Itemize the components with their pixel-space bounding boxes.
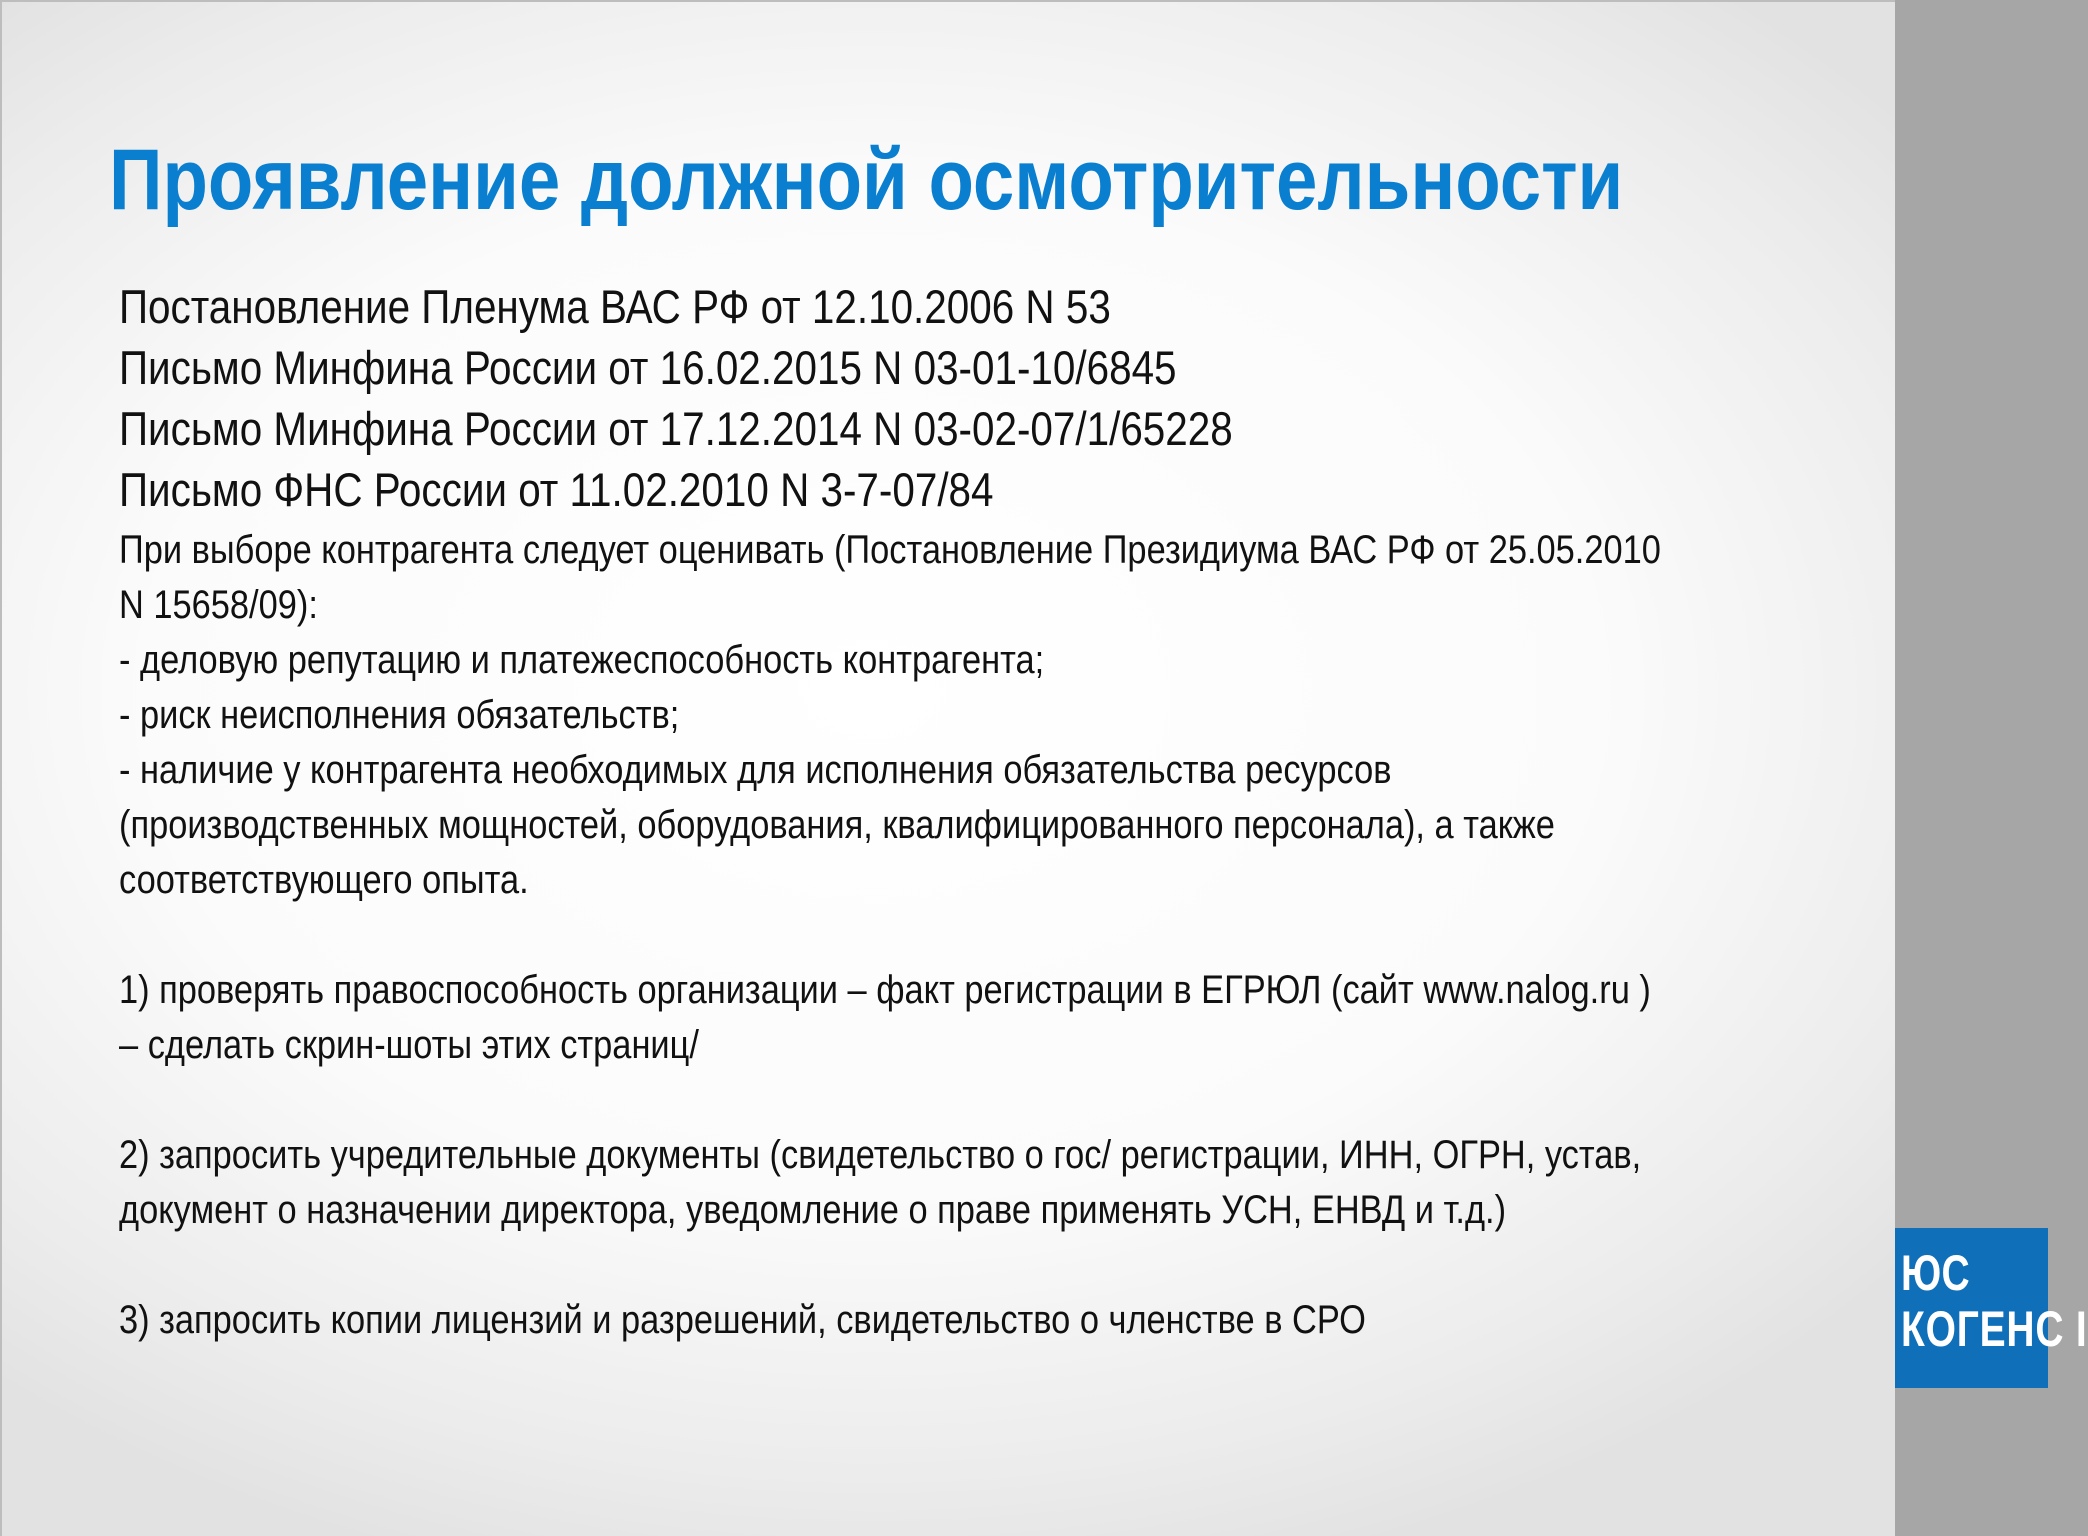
evaluation-item: - деловую репутацию и платежеспособность контрагента; [119, 638, 1045, 682]
step-item-cont: – сделать скрин-шоты этих страниц/ [119, 1023, 699, 1067]
logo-text-line: ЮС [1901, 1245, 1971, 1301]
evaluation-intro-cont: N 15658/09): [119, 583, 318, 627]
slide-content [119, 276, 1848, 1348]
reference-item: Постановление Пленума ВАС РФ от 12.10.2006 N 53 [119, 280, 1111, 333]
evaluation-item-cont: (производственных мощностей, оборудования, квалифицированного персонала), а также [119, 803, 1555, 847]
references-list [119, 276, 1848, 520]
body-text [119, 523, 1848, 1348]
step-item: 3) запросить копии лицензий и разрешений, свидетельство о членстве в СРО [119, 1298, 1366, 1342]
evaluation-intro: При выборе контрагента следует оценивать (Постановление Президиума ВАС РФ от 25.05.2010 [119, 528, 1661, 572]
evaluation-item: - наличие у контрагента необходимых для исполнения обязательства ресурсов [119, 748, 1392, 792]
logo-text-line: КОГЕНС I [1901, 1301, 2088, 1357]
evaluation-item-cont: соответствующего опыта. [119, 858, 529, 902]
reference-item: Письмо ФНС России от 11.02.2010 N 3-7-07/84 [119, 463, 994, 516]
company-logo [1895, 1228, 2088, 1388]
reference-item: Письмо Минфина России от 17.12.2014 N 03-02-07/1/65228 [119, 402, 1233, 455]
slide-title: Проявление должной осмотрительности [109, 132, 1624, 228]
spacer [119, 908, 1848, 963]
reference-item: Письмо Минфина России от 16.02.2015 N 03-01-10/6845 [119, 341, 1177, 394]
step-item-cont: документ о назначении директора, уведомление о праве применять УСН, ЕНВД и т.д.) [119, 1188, 1507, 1232]
evaluation-item: - риск неисполнения обязательств; [119, 693, 680, 737]
spacer [119, 1238, 1848, 1293]
step-item: 2) запросить учредительные документы (свидетельство о гос/ регистрации, ИНН, ОГРН, устав, [119, 1133, 1642, 1177]
spacer [119, 1073, 1848, 1128]
step-item: 1) проверять правоспособность организации – факт регистрации в ЕГРЮЛ (сайт www.nalog.ru ) [119, 968, 1651, 1012]
